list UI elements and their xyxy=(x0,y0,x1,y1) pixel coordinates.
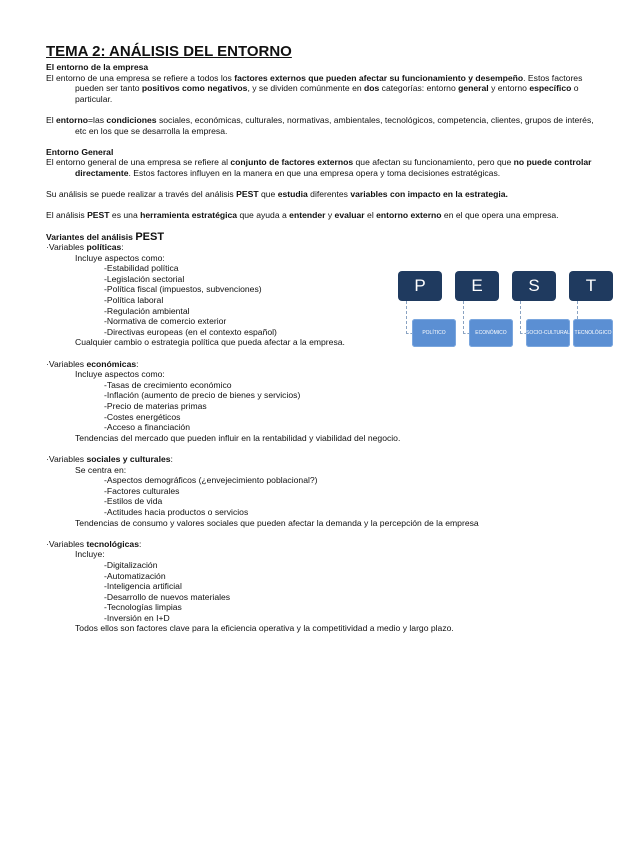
pest-label-economico: ECONÓMICO xyxy=(469,319,513,347)
variable-group-intro: Se centra en: xyxy=(75,464,127,475)
variable-group-heading: ·Variables políticas: xyxy=(46,242,124,253)
variable-group-heading: ·Variables sociales y culturales: xyxy=(46,453,173,464)
variable-group-heading: ·Variables tecnológicas: xyxy=(46,538,142,549)
list-item: -Estilos de vida xyxy=(104,496,163,507)
paragraph-pest-tool: El análisis PEST es una herramienta estratégica que ayuda a entender y evaluar el entorno externo en el que opera una empresa. xyxy=(46,210,559,221)
list-item: -Actitudes hacia productos o servicios xyxy=(104,506,249,517)
pest-letter-s: S xyxy=(512,271,556,301)
list-item: -Política fiscal (impuestos, subvenciones) xyxy=(104,284,262,295)
list-item: -Normativa de comercio exterior xyxy=(104,316,227,327)
list-item: -Directivas europeas (en el contexto español) xyxy=(104,326,277,337)
variable-group-heading: ·Variables económicas: xyxy=(46,358,139,369)
list-item: -Estabilidad política xyxy=(104,263,179,274)
pest-letter-p: P xyxy=(398,271,442,301)
list-item: -Tasas de crecimiento económico xyxy=(104,379,232,390)
variable-group-intro: Incluye aspectos como: xyxy=(75,252,165,263)
variable-group-closing: Cualquier cambio o estrategia política que pueda afectar a la empresa. xyxy=(75,337,345,348)
variable-group-intro: Incluye aspectos como: xyxy=(75,369,165,380)
list-item: -Digitalización xyxy=(104,559,158,570)
list-item: -Precio de materias primas xyxy=(104,401,207,411)
list-item: -Costes energéticos xyxy=(104,411,181,422)
page-title: TEMA 2: ANÁLISIS DEL ENTORNO xyxy=(46,43,292,60)
section-heading-variantes: Variantes del análisis PEST xyxy=(46,230,165,243)
pest-label-sociocultural: SOCIO-CULTURAL xyxy=(526,319,570,347)
list-item: -Automatización xyxy=(104,570,166,581)
list-item: -Aspectos demográficos (¿envejecimiento poblacional?) xyxy=(104,475,318,486)
list-item: -Tecnologías limpias xyxy=(104,602,182,613)
section-heading-entorno-general: Entorno General xyxy=(46,146,114,157)
list-item: -Desarrollo de nuevos materiales xyxy=(104,591,231,602)
list-item: -Inflación (aumento de precio de bienes y servicios) xyxy=(104,390,301,401)
list-item: -Regulación ambiental xyxy=(104,305,190,316)
pest-label-tecnologico: TECNOLÓGICO xyxy=(573,319,613,347)
list-item: -Política laboral xyxy=(104,295,164,306)
paragraph-entorno-definition: El entorno de una empresa se refiere a todos los factores externos que pueden afectar su funcionamiento y desempeño. Estos factores pueden ser tanto positivos como negativos, y se dividen comúnmente en dos categorías: entorno general y entorno específico o particular. xyxy=(46,72,583,104)
paragraph-entorno-general: El entorno general de una empresa se refiere al conjunto de factores externos que afectan su funcionamiento, pero que no puede controlar directamente. Estos factores influyen en la manera en que una empresa opera y toma decisiones estratégicas. xyxy=(46,157,592,178)
section-heading-entorno-empresa: El entorno de la empresa xyxy=(46,62,149,72)
pest-label-politico: POLÍTICO xyxy=(412,319,456,347)
list-item: -Inversión en I+D xyxy=(104,612,170,623)
variable-group-closing: Tendencias del mercado que pueden influir en la rentabilidad y viabilidad del negocio. xyxy=(75,432,401,443)
pest-diagram xyxy=(398,271,614,351)
list-item: -Factores culturales xyxy=(104,485,180,496)
list-item: -Legislación sectorial xyxy=(104,273,185,284)
pest-letter-e: E xyxy=(455,271,499,301)
list-item: -Acceso a financiación xyxy=(104,422,190,433)
pest-letter-t: T xyxy=(569,271,613,301)
paragraph-entorno-conditions: El entorno=las condiciones sociales, económicas, culturales, normativas, ambientales, tecnológicos, competencia, clientes, grupos de interés, etc en los que se desarrolla la empresa. xyxy=(46,114,594,136)
variable-group-intro: Incluye: xyxy=(75,549,105,560)
paragraph-pest-analysis: Su análisis se puede realizar a través del análisis PEST que estudia diferentes variables con impacto en la estrategia. xyxy=(46,189,508,200)
variable-group-closing: Tendencias de consumo y valores sociales que pueden afectar la demanda y la percepción de la empresa xyxy=(75,517,479,528)
variable-group-closing: Todos ellos son factores clave para la eficiencia operativa y la competitividad a medio y largo plazo. xyxy=(75,623,454,634)
list-item: -Inteligencia artificial xyxy=(104,581,182,592)
